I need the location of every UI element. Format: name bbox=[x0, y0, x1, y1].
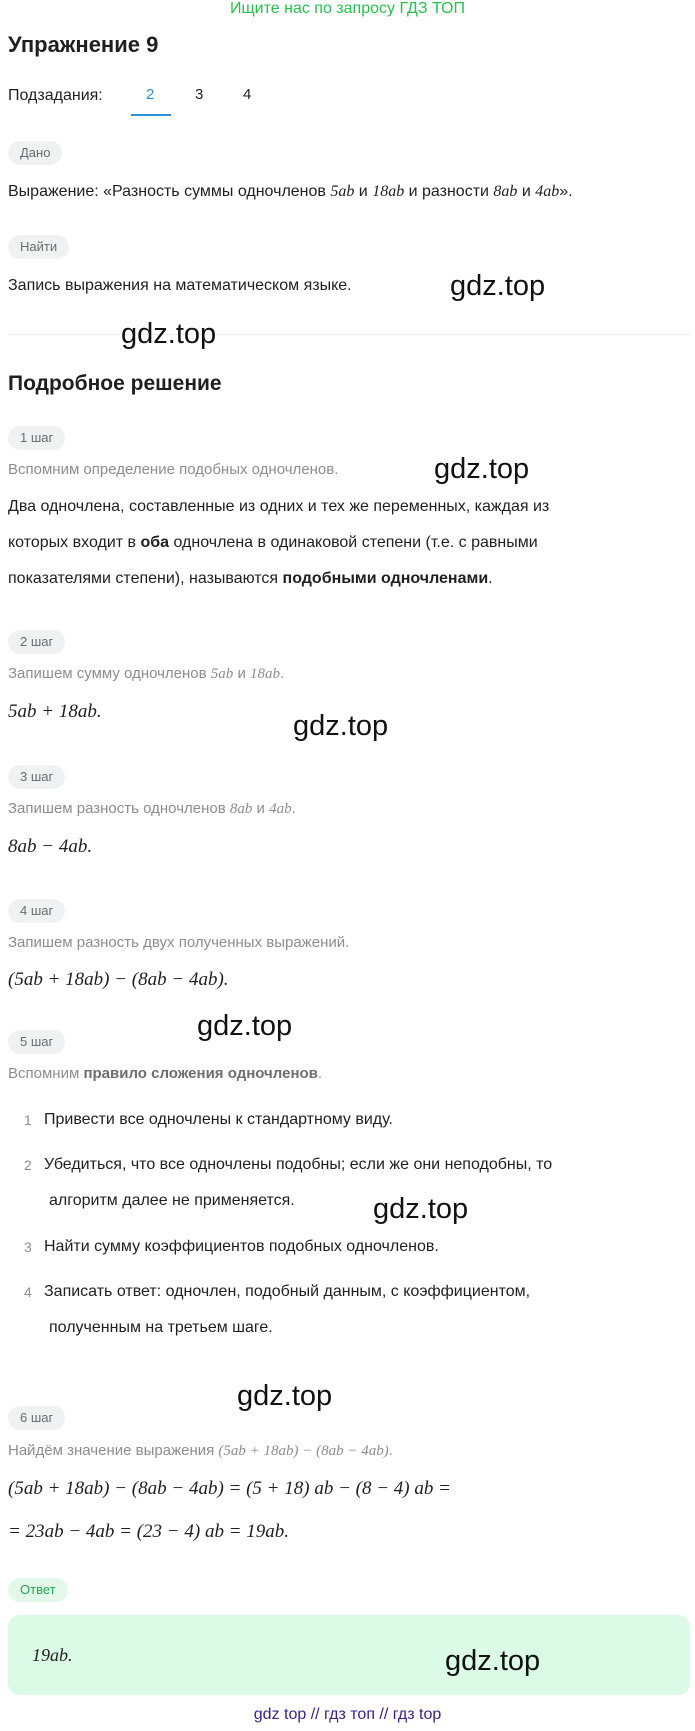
search-banner: Ищите нас по запросу ГДЗ ТОП bbox=[230, 0, 465, 17]
list-item: Убедиться, что все одночлены подобны; если же они неподобны, то bbox=[44, 1156, 553, 1173]
list-item-continuation: полученным на третьем шаге. bbox=[49, 1319, 273, 1336]
active-tab-indicator bbox=[131, 114, 171, 116]
answer-pill: Ответ bbox=[8, 1578, 68, 1602]
watermark: gdz.top bbox=[197, 1010, 293, 1042]
list-number: 2 bbox=[24, 1157, 32, 1173]
watermark: gdz.top bbox=[373, 1193, 469, 1225]
find-pill: Найти bbox=[8, 235, 69, 259]
list-number: 3 bbox=[24, 1239, 32, 1255]
watermark: gdz.top bbox=[450, 270, 546, 302]
step-1-hint: Вспомним определение подобных одночленов. bbox=[8, 461, 339, 478]
step-2-pill: 2 шаг bbox=[8, 630, 65, 654]
watermark: gdz.top bbox=[293, 710, 389, 742]
watermark: gdz.top bbox=[434, 453, 530, 485]
page-title: Упражнение 9 bbox=[8, 32, 159, 57]
list-item: Привести все одночлены к стандартному виду. bbox=[44, 1111, 393, 1128]
step-2-hint: Запишем сумму одночленов 5ab и 18ab. bbox=[8, 665, 285, 682]
subtask-tab-4[interactable]: 4 bbox=[243, 86, 252, 103]
step-3-pill: 3 шаг bbox=[8, 765, 65, 789]
step-6-formula-line-2: = 23ab − 4ab = (23 − 4) ab = 19ab. bbox=[8, 1521, 290, 1542]
step-3-hint: Запишем разность одночленов 8ab и 4ab. bbox=[8, 800, 296, 817]
footer-links[interactable]: gdz top // гдз топ // гдз top bbox=[253, 1706, 442, 1723]
step-5-hint: Вспомним правило сложения одночленов. bbox=[8, 1065, 323, 1082]
divider bbox=[8, 334, 690, 335]
subtask-tab-2[interactable]: 2 bbox=[146, 86, 155, 103]
step-3-formula: 8ab − 4ab. bbox=[8, 836, 93, 857]
monomial: 8ab bbox=[493, 183, 518, 200]
monomial: 4ab bbox=[535, 183, 560, 200]
given-text: Выражение: «Разность суммы одночленов 5ab и 18ab и разности 8ab и 4ab». bbox=[8, 183, 573, 200]
watermark: gdz.top bbox=[445, 1645, 541, 1677]
step-4-hint: Запишем разность двух полученных выражений. bbox=[8, 934, 350, 951]
monomial: 18ab bbox=[372, 183, 405, 200]
step-4-pill: 4 шаг bbox=[8, 899, 65, 923]
watermark: gdz.top bbox=[237, 1380, 333, 1412]
step-1-line-3: показателями степени), называются подобными одночленами. bbox=[8, 570, 493, 587]
step-6-formula-line-1: (5ab + 18ab) − (8ab − 4ab) = (5 + 18) ab − (8 − 4) ab = bbox=[8, 1478, 451, 1499]
answer-value: 19ab. bbox=[32, 1645, 73, 1665]
list-number: 1 bbox=[24, 1112, 32, 1128]
step-1-line-1: Два одночлена, составленные из одних и тех же переменных, каждая из bbox=[8, 498, 550, 515]
list-item-continuation: алгоритм далее не применяется. bbox=[49, 1192, 295, 1209]
step-1-line-2: которых входит в оба одночлена в одинаковой степени (т.е. с равными bbox=[8, 534, 538, 551]
step-6-hint: Найдём значение выражения (5ab + 18ab) − (8ab − 4ab). bbox=[8, 1442, 393, 1459]
given-pill: Дано bbox=[8, 141, 62, 165]
step-2-formula: 5ab + 18ab. bbox=[8, 701, 102, 722]
step-5-pill: 5 шаг bbox=[8, 1030, 65, 1054]
step-6-pill: 6 шаг bbox=[8, 1406, 65, 1430]
answer-box bbox=[8, 1615, 690, 1695]
list-item: Записать ответ: одночлен, подобный данным, с коэффициентом, bbox=[44, 1283, 531, 1300]
monomial: 5ab bbox=[330, 183, 355, 200]
find-text: Запись выражения на математическом языке. bbox=[8, 277, 352, 294]
list-item: Найти сумму коэффициентов подобных одночленов. bbox=[44, 1238, 439, 1255]
subtasks-label: Подзадания: bbox=[8, 87, 103, 104]
watermark: gdz.top bbox=[121, 318, 217, 350]
subtask-tab-3[interactable]: 3 bbox=[195, 86, 204, 103]
solution-title: Подробное решение bbox=[8, 372, 222, 395]
step-1-pill: 1 шаг bbox=[8, 426, 65, 450]
list-number: 4 bbox=[24, 1284, 32, 1300]
step-4-formula: (5ab + 18ab) − (8ab − 4ab). bbox=[8, 969, 229, 990]
